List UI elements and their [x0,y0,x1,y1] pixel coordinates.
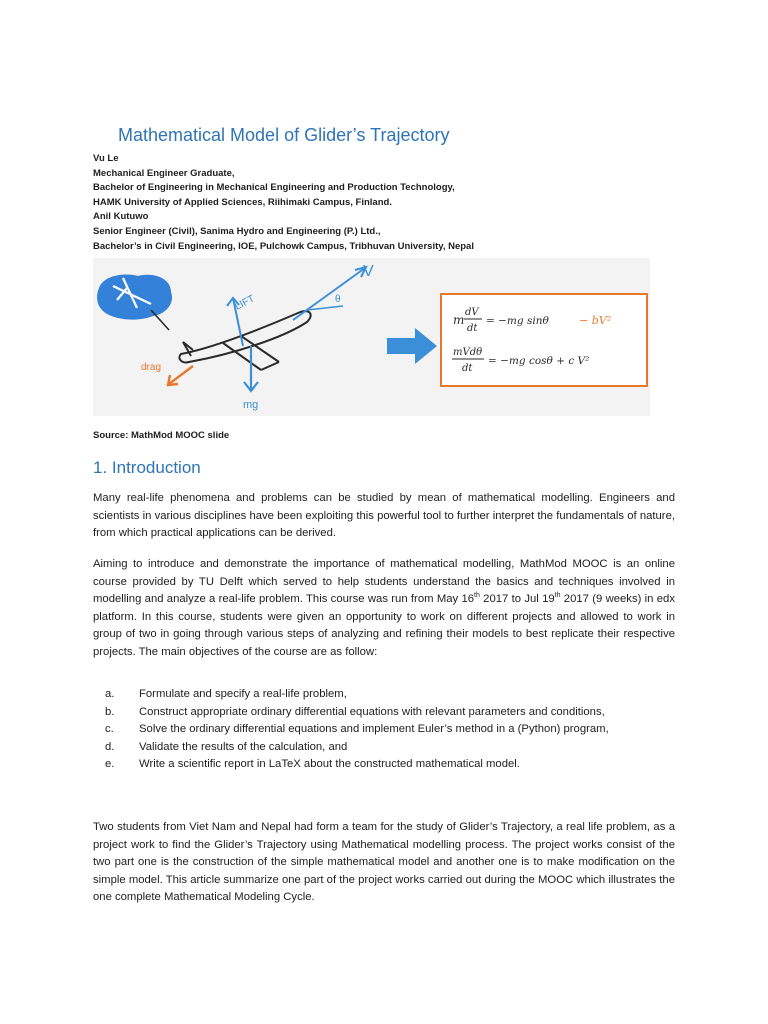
ordinal-suffix: th [554,592,561,600]
list-item [93,739,675,757]
implies-arrow [387,328,437,364]
theta-label: θ [335,294,341,305]
ordinal-suffix: th [474,592,480,600]
document-title: Mathematical Model of Glider’s Trajectory [118,125,450,145]
eq1-drag-term: − bV² [579,314,612,327]
list-text: Validate the results of the calculation, and [139,740,348,753]
velocity-arrow [293,268,365,320]
list-text: Solve the ordinary differential equations and implement Euler’s method in a (Python) program, [139,723,609,736]
list-marker: d. [105,740,115,753]
author-degree: Bachelor of Engineering in Mechanical Engineering and Production Technology, [93,182,455,194]
list-item [93,686,675,704]
drag-label: drag [141,362,162,373]
list-item [93,721,675,739]
list-text: Write a scientific report in LaTeX about the constructed mathematical model. [139,758,520,771]
author-name: Vu Le [93,153,119,164]
list-marker: b. [105,705,115,718]
author-title: Mechanical Engineer Graduate, [93,167,235,179]
eq2-rhs: = −mg cosθ + c V² [488,355,590,367]
paragraph: Two students from Viet Nam and Nepal had form a team for the study of Glider’s Trajectory, a real life problem, as a project work to find the Glider’s Trajectory using Mathematical modelling process. The project works consist of the two part one is the construction of the simple mathematical model and another one is to make modification on the simple model. This article summarize one part of the project works carried out during the MOOC which illustrates the one complete Mathematical Modeling Cycle. [93,821,675,904]
list-marker: a. [105,688,115,700]
paragraph: Many real-life phenomena and problems can be studied by mean of mathematical modelling. Engineers and scientists in various disciplines have been exploiting this powerful tool to further interpret the fundamentals of nature, from which practical applications can be derived. [93,492,675,540]
glider-sketch [179,311,310,370]
author-name: Anil Kutuwo [93,211,149,223]
mg-label: mg [243,399,259,411]
lift-label: LIFT [233,293,257,313]
paragraph-text: Aiming to introduce and demonstrate the importance of mathematical modelling, MathMod MOOC is an online course provided by TU Delft which served to help students understand the basics and techniques involved in modelling and analyze a real-life problem. This course was run from May 16 [93,558,675,606]
list-item [93,756,675,774]
author-degree: Bachelor’s in Civil Engineering, IOE, Pulchowk Campus, Tribhuvan University, Nepal [93,240,474,252]
eq1-numerator: dV [465,307,479,318]
eq2-denominator: dt [462,363,473,374]
eq1-denominator: dt [467,323,478,334]
glider-diagram [93,258,650,416]
velocity-label: V [363,263,374,280]
eq1-mass: m [453,313,465,327]
author-block [93,152,693,254]
objectives-list [93,686,675,774]
paragraph-text: 2017 (9 weeks) in edx platform. In this course, students were given an opportunity to work on different projects and allowed to work in group of two in going through various steps of analyzing and refining their models to best replicate their respective projects. The main objectives of the course are as follow: [93,593,675,658]
section-heading: 1. Introduction [93,458,201,477]
author-title: Senior Engineer (Civil), Sanima Hydro and Engineering (P.) Ltd., [93,225,381,237]
list-marker: c. [105,723,114,736]
list-text: Construct appropriate ordinary differential equations with relevant parameters and conditions, [139,705,605,718]
list-marker: e. [105,758,115,771]
paragraph [93,556,675,662]
eq1-rhs: = −mg sinθ [486,315,549,327]
list-item [93,704,675,722]
author-university: HAMK University of Applied Sciences, Riihimaki Campus, Finland. [93,196,392,208]
eq2-numerator: mVdθ [453,347,483,358]
glider-figure [93,258,650,416]
paragraph-text: 2017 to Jul 19 [479,593,555,606]
drag-arrow [169,366,193,384]
list-text: Formulate and specify a real-life problem, [139,688,347,700]
figure-source: Source: MathMod MOOC slide [93,430,230,441]
